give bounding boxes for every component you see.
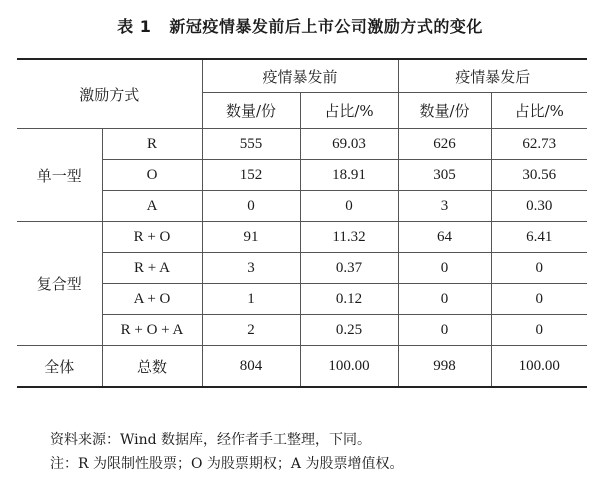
before-ratio-cell: 0.25 [300,315,398,346]
after-count-cell: 0 [398,253,491,284]
table-row [17,284,587,315]
type-cell: R + O + A [102,315,202,346]
after-ratio-cell: 0 [491,253,587,284]
before-ratio-cell: 0.12 [300,284,398,315]
type-cell: O [102,160,202,191]
after-count-cell: 0 [398,315,491,346]
after-ratio-cell: 62.73 [491,129,587,160]
table-row [17,315,587,346]
table-row [17,191,587,222]
type-cell: A [102,191,202,222]
before-ratio-cell: 0 [300,191,398,222]
before-count-cell: 0 [202,191,300,222]
table-row [17,222,587,253]
table-notes [50,428,403,476]
header-before-ratio: 占比/% [300,93,398,129]
group-label: 单一型 [17,129,102,222]
table-title-text: 新冠疫情暴发前后上市公司激励方式的变化 [169,17,483,36]
header-after-count: 数量/份 [398,93,491,129]
before-count-cell: 2 [202,315,300,346]
after-ratio-cell: 30.56 [491,160,587,191]
header-after: 疫情暴发后 [398,59,587,93]
after-ratio-cell: 0 [491,284,587,315]
header-row-1 [17,59,587,93]
before-ratio-cell: 69.03 [300,129,398,160]
after-ratio-cell: 0.30 [491,191,587,222]
total-label: 全体 [17,346,102,388]
after-count-cell: 626 [398,129,491,160]
type-cell: R + A [102,253,202,284]
table-number: 表 1 [117,17,152,36]
before-count-cell: 91 [202,222,300,253]
total-before-ratio: 100.00 [300,346,398,388]
header-before-count: 数量/份 [202,93,300,129]
source-note: 资料来源：Wind 数据库，经作者手工整理，下同。 [50,432,372,448]
before-ratio-cell: 0.37 [300,253,398,284]
before-ratio-cell: 18.91 [300,160,398,191]
table-row [17,160,587,191]
data-table [17,58,587,388]
legend-note: 注：R 为限制性股票；O 为股票期权；A 为股票增值权。 [50,456,404,472]
before-count-cell: 3 [202,253,300,284]
total-type: 总数 [102,346,202,388]
table-row [17,129,587,160]
total-row [17,346,587,388]
before-count-cell: 555 [202,129,300,160]
after-count-cell: 305 [398,160,491,191]
group-label: 复合型 [17,222,102,346]
type-cell: R [102,129,202,160]
after-count-cell: 64 [398,222,491,253]
before-count-cell: 152 [202,160,300,191]
after-count-cell: 0 [398,284,491,315]
header-after-ratio: 占比/% [491,93,587,129]
header-method: 激励方式 [17,59,202,129]
total-after-ratio: 100.00 [491,346,587,388]
type-cell: A + O [102,284,202,315]
after-ratio-cell: 6.41 [491,222,587,253]
after-count-cell: 3 [398,191,491,222]
total-after-count: 998 [398,346,491,388]
header-before: 疫情暴发前 [202,59,398,93]
type-cell: R + O [102,222,202,253]
before-ratio-cell: 11.32 [300,222,398,253]
table-row [17,253,587,284]
after-ratio-cell: 0 [491,315,587,346]
before-count-cell: 1 [202,284,300,315]
table-title [0,14,600,37]
total-before-count: 804 [202,346,300,388]
